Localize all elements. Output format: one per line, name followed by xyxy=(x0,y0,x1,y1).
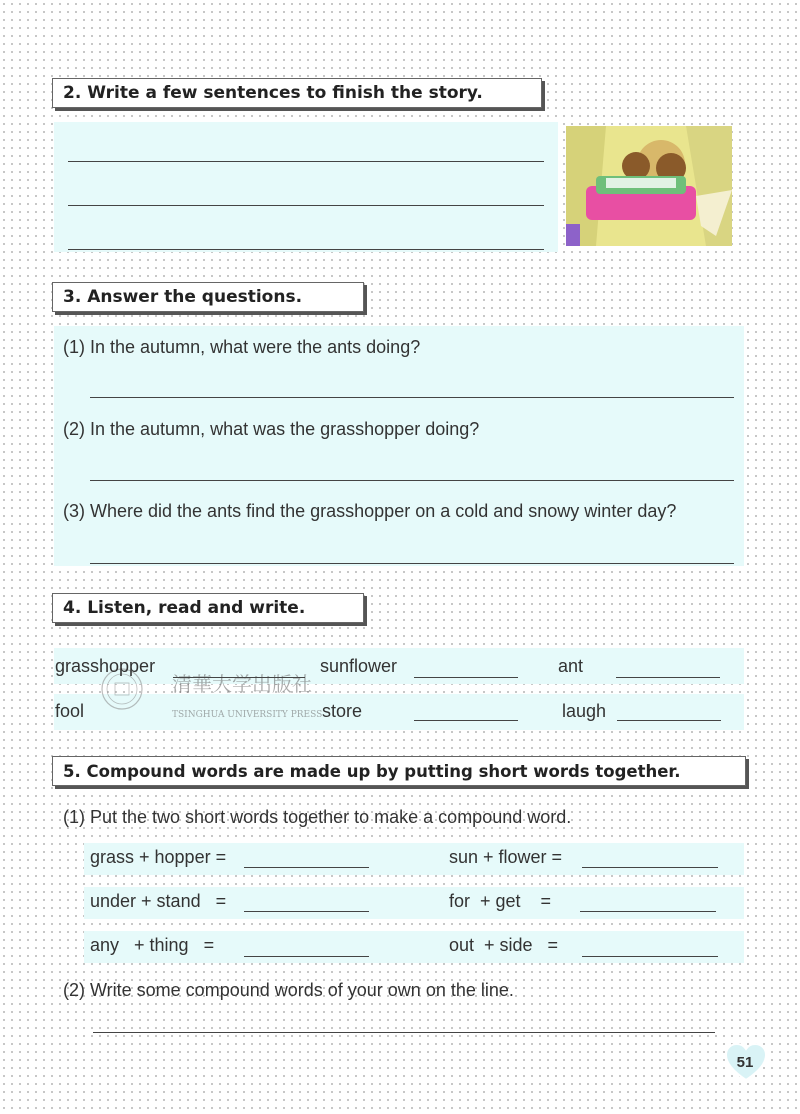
section2-answer-line-1[interactable] xyxy=(68,161,544,162)
section5-header xyxy=(52,756,746,786)
section5-part1-instruction: (1) Put the two short words together to make a compound word. xyxy=(63,807,572,827)
word-sunflower: sunflower xyxy=(320,656,398,676)
question-1: (1) In the autumn, what were the ants doing? xyxy=(63,337,421,357)
section2-answer-area xyxy=(54,122,558,252)
section3-answer-area xyxy=(54,326,744,566)
word-ant: ant xyxy=(558,656,584,676)
blank-sunflower[interactable] xyxy=(414,677,518,678)
section2-answer-line-2[interactable] xyxy=(68,205,544,206)
story-illustration-art xyxy=(566,126,732,246)
page-number-badge xyxy=(724,1042,768,1082)
section2-answer-line-3[interactable] xyxy=(68,249,544,250)
blank-grasshopper[interactable] xyxy=(173,677,305,678)
section5-title: 5. Compound words are made up by putting short words together. xyxy=(63,761,681,781)
question-2-answer-line[interactable] xyxy=(90,480,734,481)
section3-title: 3. Answer the questions. xyxy=(63,287,303,307)
section2-header xyxy=(52,78,542,108)
compound-1-left-blank[interactable] xyxy=(244,867,369,868)
compound-2-right: for + get = xyxy=(449,891,552,911)
story-illustration xyxy=(566,126,732,246)
compound-3-right-blank[interactable] xyxy=(582,956,718,957)
compound-2-left-blank[interactable] xyxy=(244,911,369,912)
section5-part2-instruction: (2) Write some compound words of your own on the line. xyxy=(63,980,514,1000)
heart-badge-icon xyxy=(724,1042,768,1082)
question-3: (3) Where did the ants find the grasshopper on a cold and snowy winter day? xyxy=(63,501,677,521)
section3-header xyxy=(52,282,364,312)
section2-title: 2. Write a few sentences to finish the story. xyxy=(63,83,483,103)
word-grasshopper: grasshopper xyxy=(55,656,156,676)
section4-header xyxy=(52,593,364,623)
question-3-answer-line[interactable] xyxy=(90,563,734,564)
question-2: (2) In the autumn, what was the grasshopper doing? xyxy=(63,419,480,439)
own-compound-words-line[interactable] xyxy=(93,1032,715,1033)
compound-3-left: any + thing = xyxy=(90,935,215,955)
compound-1-right-blank[interactable] xyxy=(582,867,718,868)
section4-title: 4. Listen, read and write. xyxy=(63,598,306,618)
watermark-en: TSINGHUA UNIVERSITY PRESS xyxy=(172,710,323,720)
question-1-answer-line[interactable] xyxy=(90,397,734,398)
blank-store[interactable] xyxy=(414,720,518,721)
blank-laugh[interactable] xyxy=(617,720,721,721)
compound-3-left-blank[interactable] xyxy=(244,956,369,957)
page-number: 51 xyxy=(736,1054,754,1071)
compound-3-right: out + side = xyxy=(449,935,559,955)
word-store: store xyxy=(322,701,363,721)
watermark-cn: 清華大学出版社 xyxy=(172,672,312,696)
compound-1-right: sun + flower = xyxy=(449,847,563,867)
blank-ant[interactable] xyxy=(616,677,720,678)
word-fool: fool xyxy=(55,701,85,721)
word-laugh: laugh xyxy=(562,701,607,721)
compound-1-left: grass + hopper = xyxy=(90,847,227,867)
compound-2-right-blank[interactable] xyxy=(580,911,716,912)
compound-2-left: under + stand = xyxy=(90,891,227,911)
